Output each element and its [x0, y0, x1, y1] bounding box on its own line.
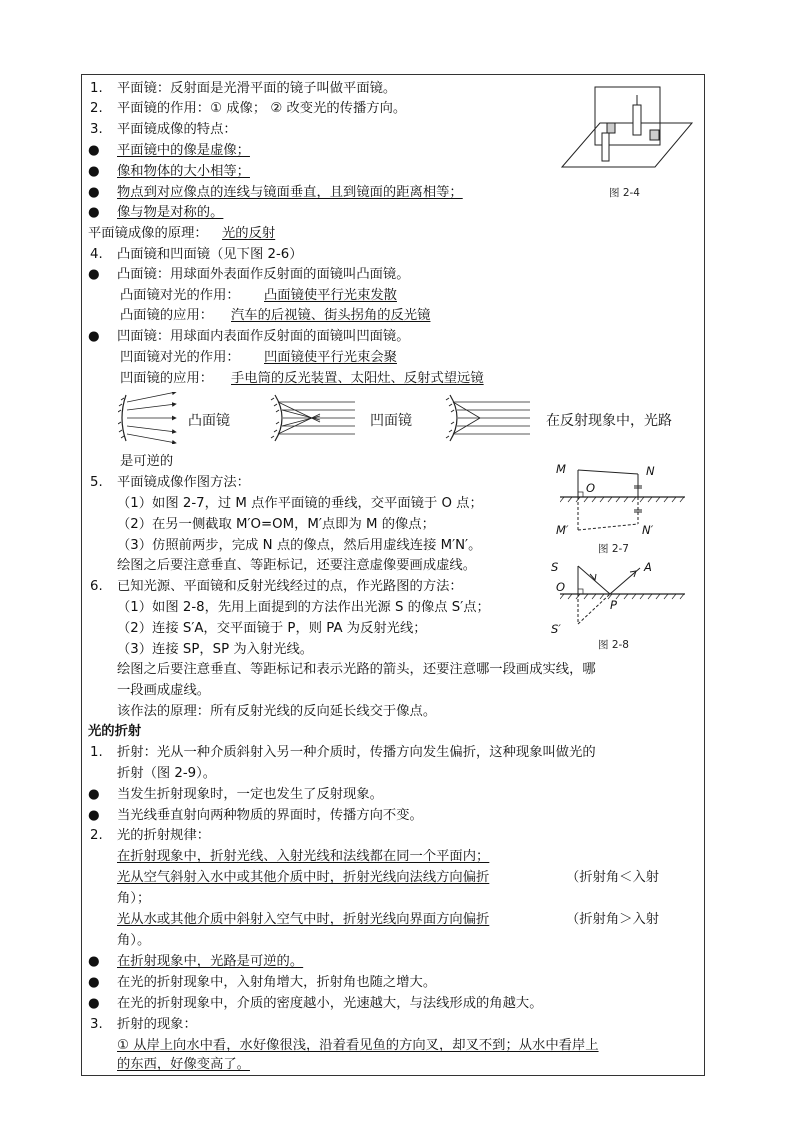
figure-2-8-diagram — [560, 558, 690, 636]
light-path-step-2: （2）连接 S′A，交平面镜于 P，则 PA 为反射光线； — [117, 621, 427, 636]
reversible-note-part2: 是可逆的 — [120, 454, 174, 469]
figure-2-8-caption: 图 2-8 — [598, 639, 629, 651]
bullet-icon: ● — [88, 975, 100, 990]
item-number: 2. — [90, 828, 103, 843]
item-number: 2. — [90, 101, 103, 116]
bullet-icon: ● — [88, 205, 100, 220]
image-S-prime-label: S′ — [551, 622, 561, 636]
point-A-label: A — [644, 560, 652, 574]
light-path-note-2: 一段画成虚线。 — [117, 683, 211, 698]
light-path-principle: 该作法的原理：所有反射光线的反向延长线交于像点。 — [117, 704, 437, 719]
bullet-icon: ● — [88, 787, 100, 802]
point-O-label: O — [556, 580, 566, 594]
imaging-step-1: （1）如图 2-7，过 M 点作平面镜的垂线，交平面镜于 O 点； — [117, 496, 483, 511]
law-same-plane: 在折射现象中，折射光线、入射光线和法线都在同一个平面内； — [117, 849, 490, 864]
concave-mirror-diagram — [265, 392, 360, 444]
concave-use-value: 手电筒的反光装置、太阳灶、反射式望远镜 — [231, 371, 484, 386]
item-number: 4. — [90, 247, 103, 262]
feature-equal-size: 像和物体的大小相等； — [117, 164, 250, 179]
item-number: 1. — [90, 745, 103, 760]
light-path-step-3: （3）连接 SP，SP 为入射光线。 — [117, 642, 314, 657]
imaging-note: 绘图之后要注意垂直、等距标记，还要注意虚像要画成虚线。 — [117, 558, 477, 573]
imaging-method-title: 平面镜成像作图方法： — [117, 475, 250, 490]
bullet-icon: ● — [88, 808, 100, 823]
feature-symmetric: 像与物是对称的。 — [117, 205, 224, 220]
convex-mirror-label: 凸面镜 — [188, 413, 230, 429]
density-relation: 在光的折射现象中，介质的密度越小，光速越大，与法线形成的角越大。 — [117, 996, 543, 1011]
concave-mirror-label: 凹面镜 — [370, 413, 412, 429]
law-water-to-air-cont: 角）。 — [117, 933, 151, 948]
phenomenon-1-cont: 的东西，好像变高了。 — [117, 1057, 250, 1072]
imaging-step-2: （2）在另一侧截取 M′O=OM，M′点即为 M 的像点； — [117, 517, 435, 532]
bullet-icon: ● — [88, 267, 100, 282]
refraction-phenomena-title: 折射的现象： — [117, 1017, 197, 1032]
plane-mirror-definition: 平面镜：反射面是光滑平面的镜子叫做平面镜。 — [117, 81, 397, 96]
point-N-prime-label: N′ — [642, 523, 654, 537]
figure-2-7-diagram — [560, 462, 690, 542]
concave-effect-value: 凹面镜使平行光束会聚 — [264, 350, 397, 365]
angle-relation: 在光的折射现象中，入射角增大，折射角也随之增大。 — [117, 975, 437, 990]
law-water-to-air: 光从水或其他介质中斜射入空气中时，折射光线向界面方向偏折 — [117, 912, 490, 927]
principle-label: 平面镜成像的原理： — [88, 226, 208, 241]
law-water-to-air-note: （折射角＞入射 — [566, 912, 660, 927]
law-air-to-water: 光从空气斜射入水中或其他介质中时，折射光线向法线方向偏折 — [117, 870, 490, 885]
light-path-step-1: （1）如图 2-8，先用上面提到的方法作出光源 S 的像点 S′点； — [117, 600, 490, 615]
light-path-note-1: 绘图之后要注意垂直、等距标记和表示光路的箭头，还要注意哪一段画成实线，哪 — [117, 662, 596, 677]
item-number: 3. — [90, 1017, 103, 1032]
refraction-laws-title: 光的折射规律： — [117, 828, 211, 843]
refraction-definition: 折射：光从一种介质斜射入另一种介质时，传播方向发生偏折，这种现象叫做光的 — [117, 745, 596, 760]
bullet-icon: ● — [88, 996, 100, 1011]
bullet-icon: ● — [88, 164, 100, 179]
concave-effect-label: 凹面镜对光的作用： — [120, 350, 240, 365]
figure-2-7-caption: 图 2-7 — [598, 543, 629, 555]
phenomenon-1: ① 从岸上向水中看，水好像很浅，沿着看见鱼的方向叉，却叉不到；从水中看岸上 — [117, 1038, 599, 1053]
item-number: 6. — [90, 579, 103, 594]
point-N-label: N — [646, 464, 655, 478]
curved-mirrors-title: 凸面镜和凹面镜（见下图 2-6） — [117, 247, 303, 262]
plane-mirror-function: 平面镜的作用：① 成像； ② 改变光的传播方向。 — [117, 101, 407, 116]
feature-virtual-image: 平面镜中的像是虚像； — [117, 143, 250, 158]
refraction-definition-cont: 折射（图 2-9）。 — [117, 766, 217, 781]
item-number: 3. — [90, 122, 103, 137]
refraction-with-reflection: 当发生折射现象时，一定也发生了反射现象。 — [117, 787, 383, 802]
imaging-step-3: （3）仿照前两步，完成 N 点的像点，然后用虚线连接 M′N′。 — [117, 538, 482, 553]
bullet-icon: ● — [88, 185, 100, 200]
convex-use-label: 凸面镜的应用： — [120, 308, 214, 323]
plane-mirror-features-title: 平面镜成像的特点： — [117, 122, 237, 137]
concave-mirror-definition: 凹面镜：用球面内表面作反射面的面镜叫凹面镜。 — [117, 329, 410, 344]
concave-use-label: 凹面镜的应用： — [120, 371, 214, 386]
convex-use-value: 汽车的后视镜、街头拐角的反光镜 — [231, 308, 431, 323]
figure-2-4-caption: 图 2-4 — [609, 187, 640, 199]
refraction-reversible: 在折射现象中，光路是可逆的。 — [117, 954, 304, 969]
point-M-label: M — [556, 462, 566, 476]
source-S-label: S — [551, 560, 559, 574]
point-M-prime-label: M′ — [556, 523, 569, 537]
refraction-heading: 光的折射 — [88, 724, 142, 739]
point-P-label: P — [610, 598, 617, 612]
point-O-label: O — [586, 481, 596, 495]
convex-mirror-definition: 凸面镜：用球面外表面作反射面的面镜叫凸面镜。 — [117, 267, 410, 282]
item-number: 5. — [90, 475, 103, 490]
reversible-note-part1: 在反射现象中，光路 — [546, 413, 672, 429]
feature-perpendicular: 物点到对应像点的连线与镜面垂直，且到镜面的距离相等； — [117, 185, 463, 200]
figure-2-4-plane-mirror-apparatus — [560, 85, 695, 180]
bullet-icon: ● — [88, 954, 100, 969]
principle-value: 光的反射 — [222, 226, 276, 241]
reversible-light-path-diagram — [440, 392, 535, 444]
convex-mirror-diagram — [118, 392, 180, 444]
bullet-icon: ● — [88, 329, 100, 344]
light-path-method-title: 已知光源、平面镜和反射光线经过的点，作光路图的方法： — [117, 579, 463, 594]
bullet-icon: ● — [88, 143, 100, 158]
law-air-to-water-note: （折射角＜入射 — [566, 870, 660, 885]
convex-effect-label: 凸面镜对光的作用： — [120, 288, 240, 303]
law-air-to-water-cont: 角）； — [117, 891, 151, 906]
perpendicular-incidence: 当光线垂直射向两种物质的界面时，传播方向不变。 — [117, 808, 423, 823]
convex-effect-value: 凸面镜使平行光束发散 — [264, 288, 397, 303]
item-number: 1. — [90, 81, 103, 96]
